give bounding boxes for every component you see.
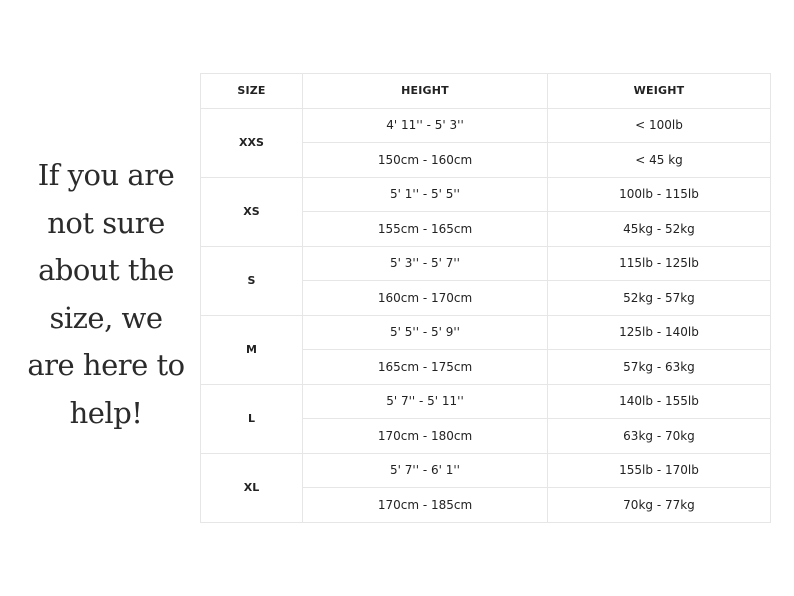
size-cell: M: [201, 315, 303, 384]
weight-imperial-cell: 115lb - 125lb: [548, 246, 771, 281]
height-metric-cell: 160cm - 170cm: [303, 281, 548, 316]
header-weight: WEIGHT: [548, 74, 771, 109]
size-cell: S: [201, 246, 303, 315]
height-metric-cell: 155cm - 165cm: [303, 212, 548, 247]
help-message-line: size, we: [49, 300, 163, 335]
weight-imperial-cell: < 100lb: [548, 108, 771, 143]
weight-metric-cell: 52kg - 57kg: [548, 281, 771, 316]
table-row: [201, 315, 771, 350]
height-metric-cell: 165cm - 175cm: [303, 350, 548, 385]
table-row: [201, 453, 771, 488]
size-cell: XS: [201, 177, 303, 246]
weight-metric-cell: 70kg - 77kg: [548, 488, 771, 523]
size-cell: XXS: [201, 108, 303, 177]
table-row: [201, 384, 771, 419]
weight-imperial-cell: 155lb - 170lb: [548, 453, 771, 488]
height-metric-cell: 150cm - 160cm: [303, 143, 548, 178]
help-message-line: If you are: [37, 158, 175, 192]
table-row: [201, 246, 771, 281]
header-size: SIZE: [201, 74, 303, 109]
size-cell: XL: [201, 453, 303, 522]
header-row: [201, 74, 771, 109]
table-row: [201, 177, 771, 212]
height-imperial-cell: 5' 5'' - 5' 9'': [303, 315, 548, 350]
weight-metric-cell: 63kg - 70kg: [548, 419, 771, 454]
size-chart-body: [201, 108, 771, 522]
height-metric-cell: 170cm - 180cm: [303, 419, 548, 454]
help-message-line: not sure: [47, 205, 165, 240]
table-row: [201, 108, 771, 143]
header-height: HEIGHT: [303, 74, 548, 109]
weight-metric-cell: < 45 kg: [548, 143, 771, 178]
weight-imperial-cell: 125lb - 140lb: [548, 315, 771, 350]
height-imperial-cell: 5' 7'' - 6' 1'': [303, 453, 548, 488]
help-message-line: about the: [38, 253, 174, 287]
height-imperial-cell: 4' 11'' - 5' 3'': [303, 108, 548, 143]
height-imperial-cell: 5' 1'' - 5' 5'': [303, 177, 548, 212]
help-message-line: help!: [69, 395, 143, 430]
height-metric-cell: 170cm - 185cm: [303, 488, 548, 523]
weight-metric-cell: 45kg - 52kg: [548, 212, 771, 247]
size-chart-table: [200, 73, 771, 523]
help-message-line: are here to: [27, 348, 185, 382]
weight-imperial-cell: 100lb - 115lb: [548, 177, 771, 212]
height-imperial-cell: 5' 3'' - 5' 7'': [303, 246, 548, 281]
size-cell: L: [201, 384, 303, 453]
help-message: [20, 152, 192, 437]
weight-metric-cell: 57kg - 63kg: [548, 350, 771, 385]
size-chart-header: [201, 74, 771, 109]
height-imperial-cell: 5' 7'' - 5' 11'': [303, 384, 548, 419]
weight-imperial-cell: 140lb - 155lb: [548, 384, 771, 419]
